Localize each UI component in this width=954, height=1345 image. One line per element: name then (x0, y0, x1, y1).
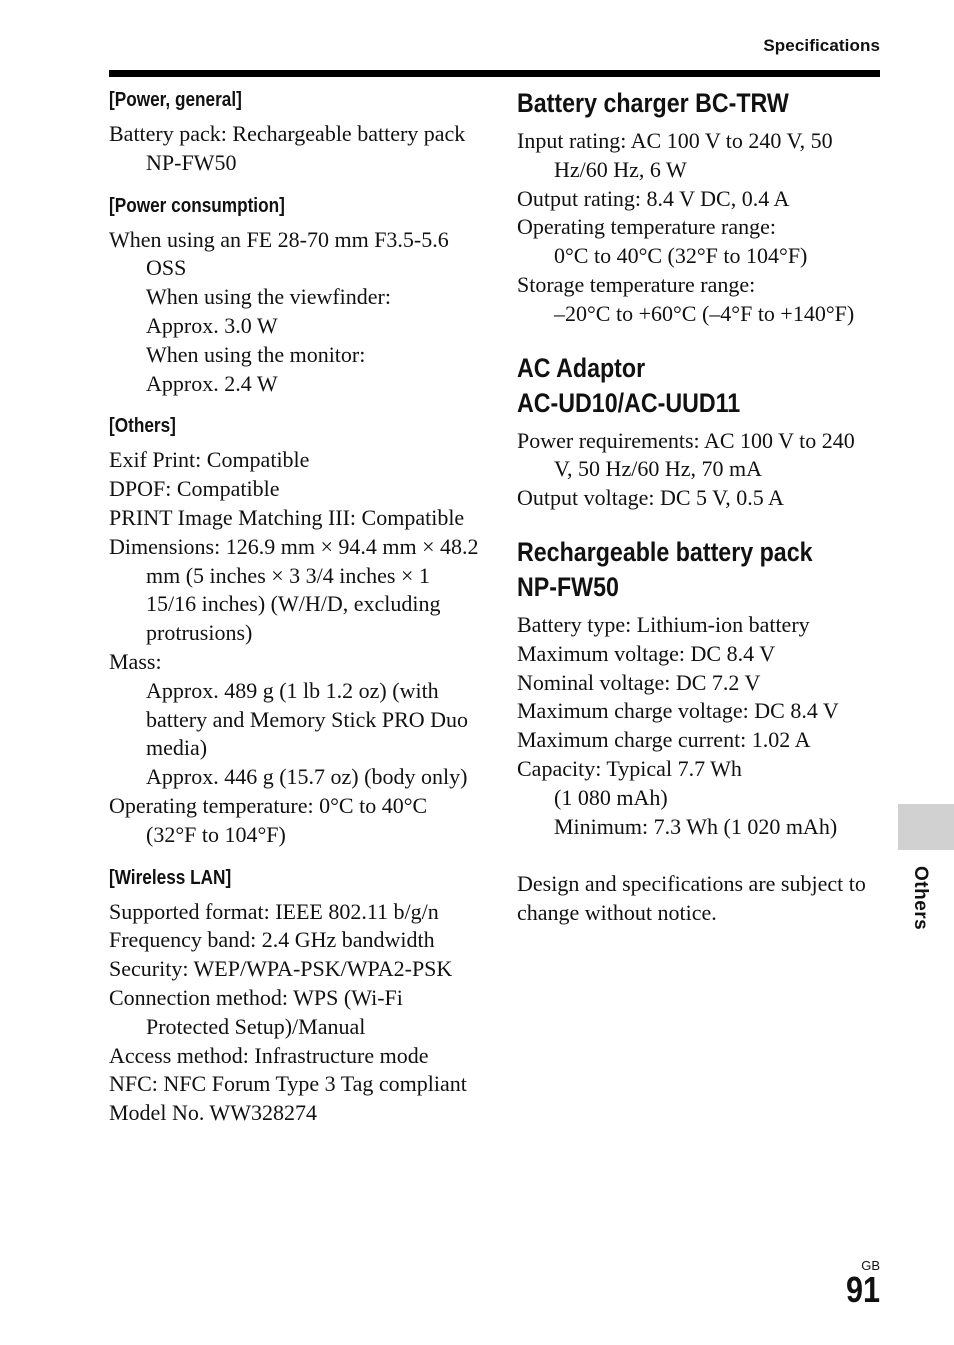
spec-line: Supported format: IEEE 802.11 b/g/n (109, 898, 439, 924)
side-tab-marker (898, 804, 954, 850)
spec-line: NFC: NFC Forum Type 3 Tag compliant (109, 1071, 467, 1097)
spec-line: –20°C to +60°C (–4°F to +140°F) (554, 300, 855, 326)
section-power-consumption (109, 192, 479, 399)
page-number: 91 (845, 1269, 880, 1310)
notice-text: Design and specifications are subject to change without notice. (517, 871, 866, 926)
section-heading-model: NP-FW50 (517, 571, 619, 602)
spec-line: Security: WEP/WPA-PSK/WPA2-PSK (109, 956, 453, 982)
section-battery-charger (517, 86, 887, 329)
section-heading: [Others] (109, 415, 176, 438)
spec-line: Connection method: WPS (Wi-Fi Protected Setup)/Manual (109, 984, 403, 1039)
spec-line: Output voltage: DC 5 V, 0.5 A (517, 485, 784, 511)
section-heading-model: AC-UD10/AC-UUD11 (517, 387, 741, 418)
section-heading: Rechargeable battery pack (517, 536, 813, 567)
spec-line: Access method: Infrastructure mode (109, 1042, 429, 1068)
spec-line: When using an FE 28-70 mm F3.5-5.6 OSS (109, 226, 449, 281)
spec-line: Minimum: 7.3 Wh (1 020 mAh) (554, 813, 838, 839)
spec-line: Output rating: 8.4 V DC, 0.4 A (517, 185, 790, 211)
spec-line: Frequency band: 2.4 GHz bandwidth (109, 927, 435, 953)
section-heading: AC Adaptor (517, 352, 646, 383)
section-heading: [Power consumption] (109, 194, 285, 217)
section-heading: [Wireless LAN] (109, 866, 232, 889)
section-ac-adaptor (517, 351, 887, 513)
spec-line: Battery pack: Rechargeable battery pack NP-FW50 (109, 121, 466, 175)
spec-line: When using the monitor: Approx. 2.4 W (146, 341, 366, 396)
spec-line: Exif Print: Compatible (109, 447, 310, 473)
spec-line: DPOF: Compatible (109, 476, 280, 502)
spec-line: Model No. WW328274 (109, 1100, 317, 1126)
spec-line: Dimensions: 126.9 mm × 94.4 mm × 48.2 mm (5 inches × 3 3/4 inches × 1 15/16 inches) (W/H/D, excluding protrusions) (109, 533, 479, 646)
header-rule (109, 70, 880, 77)
spec-line: Operating temperature range: (517, 214, 776, 240)
spec-line: Approx. 446 g (15.7 oz) (body only) (146, 764, 468, 790)
spec-line: Mass: (109, 648, 162, 674)
spec-line: Capacity: Typical 7.7 Wh (1 080 mAh) (517, 755, 742, 810)
spec-line: Maximum charge current: 1.02 A (517, 727, 811, 753)
section-others (109, 412, 479, 849)
section-wireless-lan (109, 864, 479, 1128)
spec-line: PRINT Image Matching III: Compatible (109, 504, 465, 530)
spec-line: Storage temperature range: (517, 271, 756, 297)
section-heading: Battery charger BC-TRW (517, 88, 789, 118)
side-tab-label: Others (910, 866, 931, 931)
spec-line: Power requirements: AC 100 V to 240 V, 50 Hz/60 Hz, 70 mA (517, 427, 855, 482)
spec-line: Approx. 489 g (1 lb 1.2 oz) (with battery and Memory Stick PRO Duo media) (146, 677, 469, 761)
spec-line: Battery type: Lithium-ion battery (517, 611, 810, 637)
left-column (109, 86, 479, 1128)
spec-line: 0°C to 40°C (32°F to 104°F) (554, 243, 808, 269)
section-power-general (109, 86, 479, 178)
section-battery-pack (517, 535, 887, 841)
spec-line: Nominal voltage: DC 7.2 V (517, 669, 761, 695)
spec-line: Maximum charge voltage: DC 8.4 V (517, 698, 839, 724)
spec-line: When using the viewfinder: Approx. 3.0 W (146, 284, 391, 338)
section-heading: [Power, general] (109, 89, 242, 111)
spec-line: Maximum voltage: DC 8.4 V (517, 640, 776, 666)
spec-line: Input rating: AC 100 V to 240 V, 50 Hz/60 Hz, 6 W (517, 128, 833, 182)
running-header: Specifications (763, 36, 880, 55)
region-code: GB (861, 1258, 880, 1273)
right-column (517, 86, 887, 928)
spec-line: Operating temperature: 0°C to 40°C (32°F to 104°F) (109, 792, 428, 847)
